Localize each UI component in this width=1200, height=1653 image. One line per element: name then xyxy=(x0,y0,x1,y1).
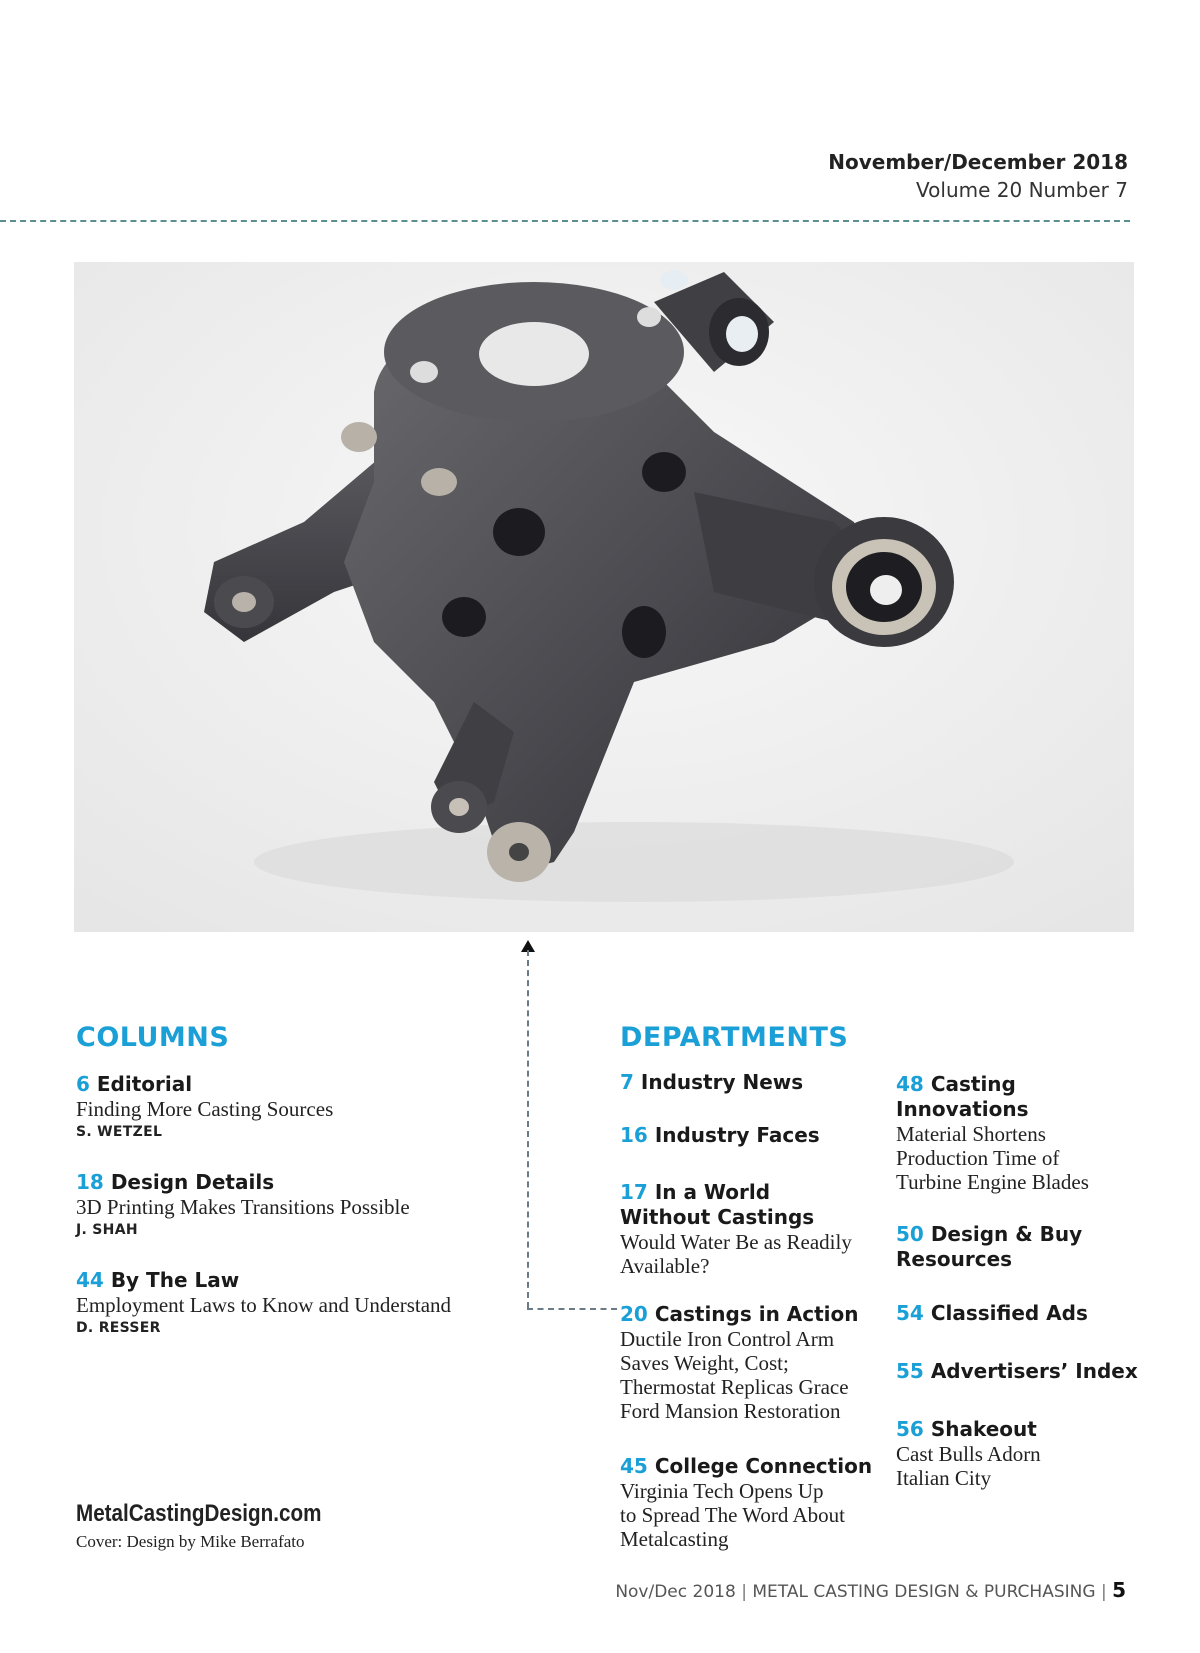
steering-knuckle-casting-image xyxy=(74,262,1134,932)
page-footer xyxy=(615,1578,1126,1602)
page-number: 54 xyxy=(896,1301,924,1325)
entry-title: Shakeout xyxy=(930,1417,1037,1441)
toc-entry-world-without-castings[interactable] xyxy=(620,1180,852,1278)
page-number: 44 xyxy=(76,1268,104,1292)
page-number: 50 xyxy=(896,1222,924,1246)
toc-entry-editorial[interactable] xyxy=(76,1072,496,1143)
entry-title: Castings in Action xyxy=(654,1302,859,1326)
toc-entry-shakeout[interactable] xyxy=(896,1417,1096,1490)
page-number: 6 xyxy=(76,1072,90,1096)
entry-description: Virginia Tech Opens Up to Spread The Word About Metalcasting xyxy=(620,1479,846,1551)
footer-separator: | xyxy=(1100,1582,1107,1602)
page-number: 48 xyxy=(896,1072,924,1096)
entry-title: By The Law xyxy=(110,1268,240,1292)
entry-description: 3D Printing Makes Transitions Possible xyxy=(76,1195,410,1219)
footer-separator: | xyxy=(741,1582,747,1602)
entry-author: D. RESSER xyxy=(76,1320,161,1336)
website-link[interactable]: MetalCastingDesign.com xyxy=(76,1500,322,1527)
entry-title: Classified Ads xyxy=(930,1301,1088,1325)
entry-description: Employment Laws to Know and Understand xyxy=(76,1293,452,1317)
toc-entry-casting-innovations[interactable] xyxy=(896,1072,1096,1194)
entry-description: Would Water Be as Readily Available? xyxy=(620,1230,852,1278)
entry-title: Industry Faces xyxy=(654,1123,820,1147)
entry-title: Advertisers’ Index xyxy=(930,1359,1138,1383)
entry-title: College Connection xyxy=(654,1454,873,1478)
entry-description: Material Shortens Production Time of Turbine Engine Blades xyxy=(896,1122,1089,1194)
toc-entry-college-connection[interactable] xyxy=(620,1454,882,1551)
page-number: 45 xyxy=(620,1454,648,1478)
entry-author: S. WETZEL xyxy=(76,1124,163,1140)
issue-date: November/December 2018 xyxy=(828,150,1128,174)
footer-date: Nov/Dec 2018 xyxy=(615,1582,736,1602)
toc-entry-classified-ads[interactable] xyxy=(896,1301,1156,1326)
leader-line-horizontal xyxy=(527,1308,617,1310)
entry-title: Industry News xyxy=(640,1070,804,1094)
page-number: 17 xyxy=(620,1180,648,1204)
page-number: 7 xyxy=(620,1070,634,1094)
issue-header xyxy=(828,148,1128,204)
toc-entry-design-buy-resources[interactable] xyxy=(896,1222,1106,1272)
entry-title: Design & Buy Resources xyxy=(896,1222,1083,1271)
page-number: 20 xyxy=(620,1302,648,1326)
page-number: 16 xyxy=(620,1123,648,1147)
page-number-footer: 5 xyxy=(1112,1578,1126,1602)
entry-description: Ductile Iron Control Arm Saves Weight, Cost; Thermostat Replicas Grace Ford Mansion Restoration xyxy=(620,1327,849,1423)
leader-line-vertical xyxy=(527,950,529,1308)
footer-publication: METAL CASTING DESIGN & PURCHASING xyxy=(752,1582,1096,1602)
entry-title: In a World Without Castings xyxy=(620,1180,815,1229)
cover-credit: Cover: Design by Mike Berrafato xyxy=(76,1532,305,1551)
entry-description: Finding More Casting Sources xyxy=(76,1097,334,1121)
toc-entry-design-details[interactable] xyxy=(76,1170,516,1241)
entry-title: Editorial xyxy=(96,1072,193,1096)
header-divider xyxy=(0,220,1130,222)
toc-entry-castings-in-action[interactable] xyxy=(620,1302,882,1423)
entry-description: Cast Bulls Adorn Italian City xyxy=(896,1442,1041,1490)
page-number: 18 xyxy=(76,1170,104,1194)
page-number: 56 xyxy=(896,1417,924,1441)
entry-title: Design Details xyxy=(110,1170,275,1194)
departments-title: DEPARTMENTS xyxy=(620,1022,849,1053)
toc-entry-advertisers-index[interactable] xyxy=(896,1359,1166,1384)
columns-title: COLUMNS xyxy=(76,1022,230,1053)
page-number: 55 xyxy=(896,1359,924,1383)
entry-author: J. SHAH xyxy=(76,1222,138,1238)
toc-entry-industry-faces[interactable] xyxy=(620,1123,880,1148)
toc-entry-industry-news[interactable] xyxy=(620,1070,880,1095)
issue-volume: Volume 20 Number 7 xyxy=(916,178,1128,202)
toc-entry-by-the-law[interactable] xyxy=(76,1268,516,1339)
entry-title: Casting Innovations xyxy=(896,1072,1029,1121)
